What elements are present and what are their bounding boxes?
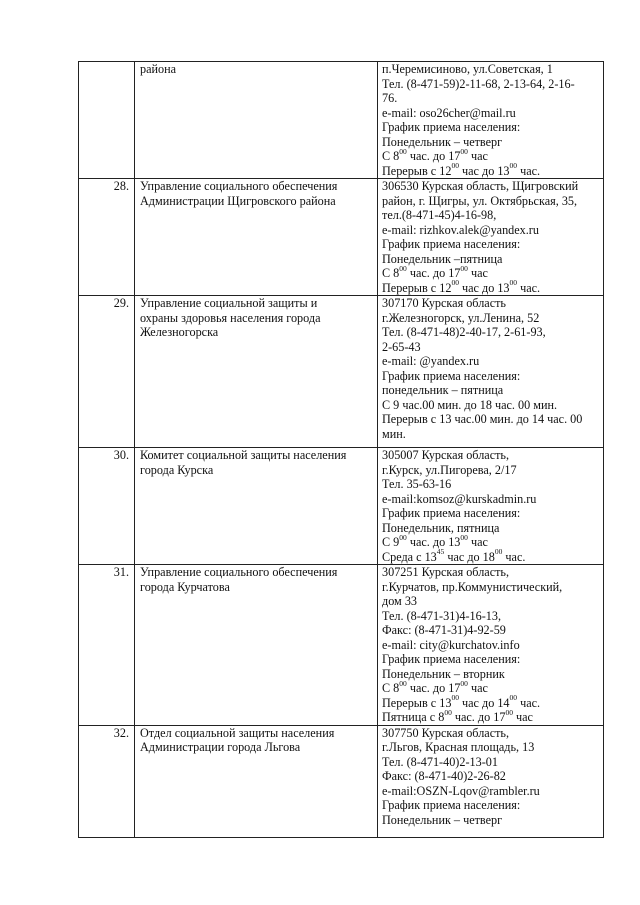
schedule-text: Среда с 13: [382, 549, 437, 564]
organization-name-line: Администрации города Льгова: [140, 740, 301, 754]
time-minutes: 00: [451, 278, 459, 288]
organization-name-line: города Курчатова: [140, 579, 230, 594]
contact-info-line: e-mail: rizhkov.alek@yandex.ru: [382, 222, 539, 237]
schedule-line: [382, 146, 600, 164]
contact-info-line: Перерыв с 13 час.00 мин. до 14 час. 00: [382, 412, 583, 426]
schedule-text: час: [467, 681, 488, 695]
contact-info-line: e-mail:komsoz@kurskadmin.ru: [382, 491, 537, 506]
time-minutes: 00: [444, 707, 452, 717]
contact-info-line: Тел. (8-471-40)2-13-01: [382, 754, 498, 769]
contact-info-line: г.Курчатов, пр.Коммунистический,: [382, 579, 563, 594]
organization-name-line: Управление социального обеспечения: [140, 565, 338, 579]
schedule-text: час до 14: [458, 695, 510, 710]
time-minutes: 00: [460, 532, 468, 542]
table-row: [79, 448, 604, 565]
organization-name-line: города Курска: [140, 462, 214, 477]
time-minutes: 00: [509, 693, 518, 703]
schedule-text: Перерыв с 13: [382, 695, 452, 710]
schedule-line: [382, 547, 600, 565]
contact-info-line: График приема населения:: [382, 798, 521, 812]
schedule-text: час.: [502, 549, 526, 564]
schedule-text: час.: [517, 163, 541, 178]
time-minutes: 00: [460, 263, 468, 273]
contact-info: [378, 179, 604, 296]
time-minutes: 00: [451, 161, 459, 171]
table-row: [79, 62, 604, 179]
contact-info-line: Тел. 35-63-16: [382, 477, 452, 491]
organization-name: [135, 565, 378, 726]
row-number: 28.: [79, 179, 135, 296]
contact-info-line: Тел. (8-471-59)2-11-68, 2-13-64, 2-16-: [382, 76, 575, 91]
schedule-line: [382, 263, 600, 281]
schedule-line: [382, 532, 600, 550]
schedule-line: [382, 693, 600, 711]
contact-info-line: e-mail:OSZN-Lqov@rambler.ru: [382, 783, 540, 798]
contact-info: [378, 62, 604, 179]
schedule-text: час: [512, 710, 533, 724]
contact-info-line: Понедельник –пятница: [382, 251, 503, 266]
contact-info-line: Факс: (8-471-31)4-92-59: [382, 623, 506, 637]
time-minutes: 00: [505, 707, 513, 717]
contact-info-line: График приема населения:: [382, 506, 521, 520]
schedule-text: час до 13: [458, 163, 510, 178]
schedule-text: час: [467, 535, 488, 549]
organization-name-line: Администрации Щигровского района: [140, 193, 336, 208]
schedule-text: Пятница с 8: [382, 710, 445, 724]
organization-name: [135, 448, 378, 565]
table-body: [79, 62, 604, 838]
schedule-text: час. до 17: [406, 266, 461, 280]
schedule-text: час. до 17: [406, 681, 461, 695]
organization-name-line: Управление социальной защиты и: [140, 296, 318, 310]
contact-info-line: Понедельник – вторник: [382, 666, 505, 681]
schedule-text: С 8: [382, 149, 400, 163]
time-minutes: 00: [509, 278, 518, 288]
contact-info-line: 305007 Курская область,: [382, 448, 510, 462]
schedule-text: час. до 13: [406, 535, 461, 549]
schedule-line: [382, 278, 600, 296]
row-number: 29.: [79, 296, 135, 448]
schedule-text: час до 18: [444, 549, 495, 564]
time-minutes: 00: [494, 547, 503, 557]
organization-name: [135, 62, 378, 179]
schedule-line: [382, 678, 600, 696]
time-minutes: 00: [460, 146, 468, 156]
contact-info-line: 2-65-43: [382, 339, 421, 354]
schedule-text: Перерыв с 12: [382, 163, 452, 178]
schedule-text: час.: [517, 695, 541, 710]
organization-name-line: Железногорска: [140, 325, 219, 339]
contact-info-line: Понедельник – четверг: [382, 134, 503, 149]
contact-info: [378, 448, 604, 565]
time-minutes: 45: [436, 547, 445, 557]
time-minutes: 00: [399, 146, 407, 156]
schedule-text: С 8: [382, 266, 400, 280]
contact-info: [378, 565, 604, 726]
schedule-text: С 8: [382, 681, 400, 695]
contact-info-line: 307251 Курская область,: [382, 565, 510, 579]
table-row: [79, 565, 604, 726]
schedule-text: час до 13: [458, 280, 510, 295]
schedule-text: час.: [517, 280, 541, 295]
organization-name-line: района: [140, 62, 177, 76]
organization-name-line: Отдел социальной защиты населения: [140, 725, 335, 740]
table-row: [79, 296, 604, 448]
contact-info-line: г.Льгов, Красная площадь, 13: [382, 740, 535, 754]
contact-info-line: e-mail: city@kurchatov.info: [382, 637, 520, 652]
contact-info: [378, 725, 604, 837]
time-minutes: 00: [460, 678, 468, 688]
organization-name: [135, 296, 378, 448]
contact-info-line: Факс: (8-471-40)2-26-82: [382, 769, 506, 783]
social-services-table: [78, 61, 604, 838]
schedule-text: час: [467, 149, 488, 163]
schedule-text: час: [467, 266, 488, 280]
contact-info-line: e-mail: @yandex.ru: [382, 354, 480, 368]
organization-name-line: Управление социального обеспечения: [140, 179, 338, 193]
row-number: 30.: [79, 448, 135, 565]
time-minutes: 00: [509, 161, 518, 171]
contact-info-line: п.Черемисиново, ул.Советская, 1: [382, 62, 553, 76]
contact-info-line: 306530 Курская область, Щигровский: [382, 179, 579, 193]
contact-info-line: 307170 Курская область: [382, 296, 506, 310]
contact-info-line: район, г. Щигры, ул. Октябрьская, 35,: [382, 193, 578, 208]
contact-info-line: График приема населения:: [382, 120, 521, 134]
contact-info-line: Тел. (8-471-31)4-16-13,: [382, 608, 501, 623]
contact-info-line: График приема населения:: [382, 237, 521, 251]
schedule-text: час. до 17: [406, 149, 461, 163]
contact-info-line: тел.(8-471-45)4-16-98,: [382, 208, 497, 222]
contact-info-line: График приема населения:: [382, 652, 521, 666]
contact-info-line: г.Железногорск, ул.Ленина, 52: [382, 310, 540, 325]
row-number: 32.: [79, 725, 135, 837]
row-number: [79, 62, 135, 179]
schedule-line: [382, 161, 600, 179]
row-number: 31.: [79, 565, 135, 726]
table-row: [79, 179, 604, 296]
organization-name: [135, 725, 378, 837]
contact-info-line: Понедельник, пятница: [382, 520, 500, 535]
contact-info-line: дом 33: [382, 594, 418, 608]
contact-info-line: 307750 Курская область,: [382, 725, 510, 740]
schedule-line: [382, 707, 600, 725]
schedule-text: Перерыв с 12: [382, 280, 452, 295]
contact-info-line: понедельник – пятница: [382, 383, 504, 397]
organization-name: [135, 179, 378, 296]
contact-info-line: мин.: [382, 426, 406, 441]
organization-name-line: охраны здоровья населения города: [140, 310, 321, 325]
schedule-text: С 9: [382, 535, 400, 549]
contact-info-line: г.Курск, ул.Пигорева, 2/17: [382, 462, 517, 477]
time-minutes: 00: [399, 678, 407, 688]
contact-info-line: График приема населения:: [382, 368, 521, 383]
time-minutes: 00: [399, 263, 407, 273]
contact-info-line: Понедельник – четверг: [382, 812, 503, 827]
contact-info-line: Тел. (8-471-48)2-40-17, 2-61-93,: [382, 325, 546, 339]
contact-info: [378, 296, 604, 448]
schedule-text: час. до 17: [451, 710, 506, 724]
contact-info-line: e-mail: oso26cher@mail.ru: [382, 105, 516, 120]
time-minutes: 00: [451, 693, 459, 703]
organization-name-line: Комитет социальной защиты населения: [140, 448, 347, 462]
table-row: [79, 725, 604, 837]
contact-info-line: 76.: [382, 91, 398, 105]
time-minutes: 00: [399, 532, 407, 542]
contact-info-line: С 9 час.00 мин. до 18 час. 00 мин.: [382, 397, 558, 412]
